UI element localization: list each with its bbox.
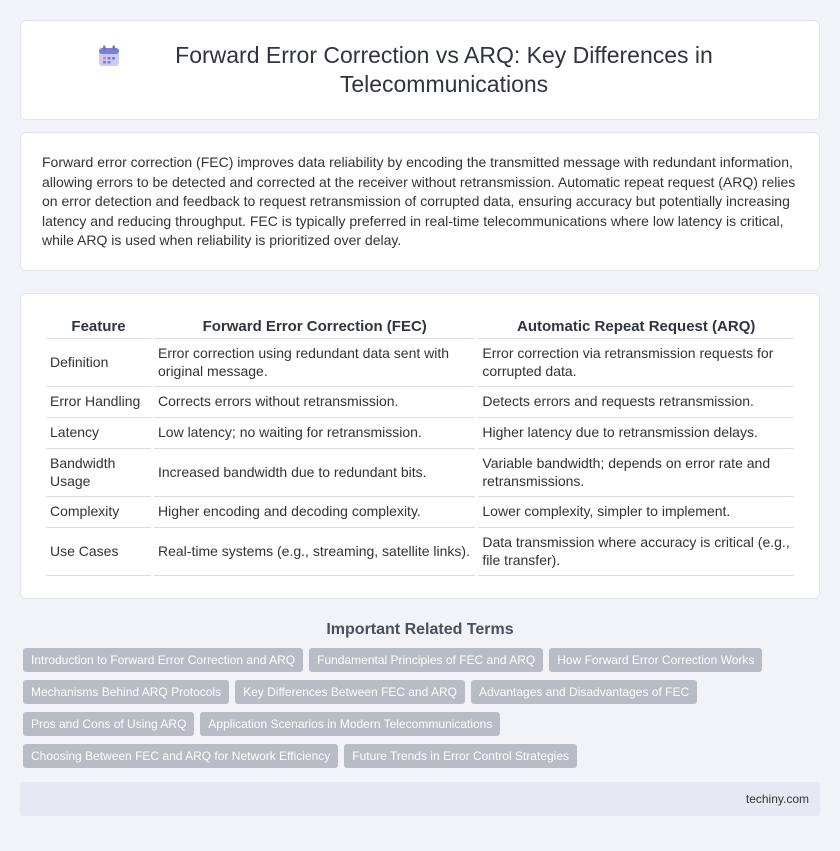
related-tag[interactable]: Advantages and Disadvantages of FEC: [471, 680, 697, 704]
table-header-row: [46, 312, 794, 339]
table-row: [46, 339, 794, 387]
fec-cell: Real-time systems (e.g., streaming, satellite links).: [154, 528, 475, 576]
fec-cell: Increased bandwidth due to redundant bits.: [154, 449, 475, 497]
fec-cell: Error correction using redundant data sent with original message.: [154, 339, 475, 387]
arq-cell: Lower complexity, simpler to implement.: [478, 497, 794, 528]
table-row: [46, 449, 794, 497]
feature-cell: Error Handling: [46, 387, 151, 418]
related-terms-title: Important Related Terms: [326, 621, 514, 638]
comparison-table: [43, 312, 797, 576]
related-tag[interactable]: Choosing Between FEC and ARQ for Network Efficiency: [23, 744, 338, 768]
feature-cell: Complexity: [46, 497, 151, 528]
table-row: [46, 418, 794, 449]
comparison-table-card: [20, 293, 820, 599]
related-tag[interactable]: Future Trends in Error Control Strategies: [344, 744, 577, 768]
intro-paragraph: Forward error correction (FEC) improves data reliability by encoding the transmitted message with redundant information, allowing errors to be detected and corrected at the receiver without retransmission. Automatic repeat request (ARQ) relies on error detection and feedback to request retransmission of corrupted data, ensuring accuracy but potentially increasing latency and reducing throughput. FEC is typically preferred in real-time telecommunications where low latency is critical, while ARQ is used when reliability is prioritized over delay.: [42, 154, 796, 249]
header-fec: Forward Error Correction (FEC): [154, 312, 475, 339]
fec-cell: Higher encoding and decoding complexity.: [154, 497, 475, 528]
related-terms-list: [20, 648, 820, 768]
header-feature: Feature: [46, 312, 151, 339]
related-tag[interactable]: Key Differences Between FEC and ARQ: [235, 680, 465, 704]
feature-cell: Definition: [46, 339, 151, 387]
table-row: [46, 528, 794, 576]
table-row: [46, 497, 794, 528]
fec-cell: Low latency; no waiting for retransmission.: [154, 418, 475, 449]
arq-cell: Higher latency due to retransmission delays.: [478, 418, 794, 449]
related-tag[interactable]: How Forward Error Correction Works: [549, 648, 762, 672]
related-tag[interactable]: Application Scenarios in Modern Telecommunications: [200, 712, 500, 736]
page-title: Forward Error Correction vs ARQ: Key Differences in Telecommunications: [175, 42, 713, 97]
title-wrap: [96, 41, 744, 99]
arq-cell: Detects errors and requests retransmission.: [478, 387, 794, 418]
arq-cell: Variable bandwidth; depends on error rate and retransmissions.: [478, 449, 794, 497]
feature-cell: Use Cases: [46, 528, 151, 576]
arq-cell: Data transmission where accuracy is critical (e.g., file transfer).: [478, 528, 794, 576]
calendar-icon: [96, 43, 122, 69]
intro-card: [20, 132, 820, 271]
header-arq: Automatic Repeat Request (ARQ): [478, 312, 794, 339]
related-tag[interactable]: Introduction to Forward Error Correction and ARQ: [23, 648, 303, 672]
arq-cell: Error correction via retransmission requests for corrupted data.: [478, 339, 794, 387]
footer-site-link[interactable]: techiny.com: [745, 792, 809, 806]
related-tag[interactable]: Pros and Cons of Using ARQ: [23, 712, 194, 736]
fec-cell: Corrects errors without retransmission.: [154, 387, 475, 418]
feature-cell: Bandwidth Usage: [46, 449, 151, 497]
related-tag[interactable]: Mechanisms Behind ARQ Protocols: [23, 680, 229, 704]
feature-cell: Latency: [46, 418, 151, 449]
related-tag[interactable]: Fundamental Principles of FEC and ARQ: [309, 648, 543, 672]
table-row: [46, 387, 794, 418]
title-card: [20, 20, 820, 120]
footer: [20, 782, 820, 816]
